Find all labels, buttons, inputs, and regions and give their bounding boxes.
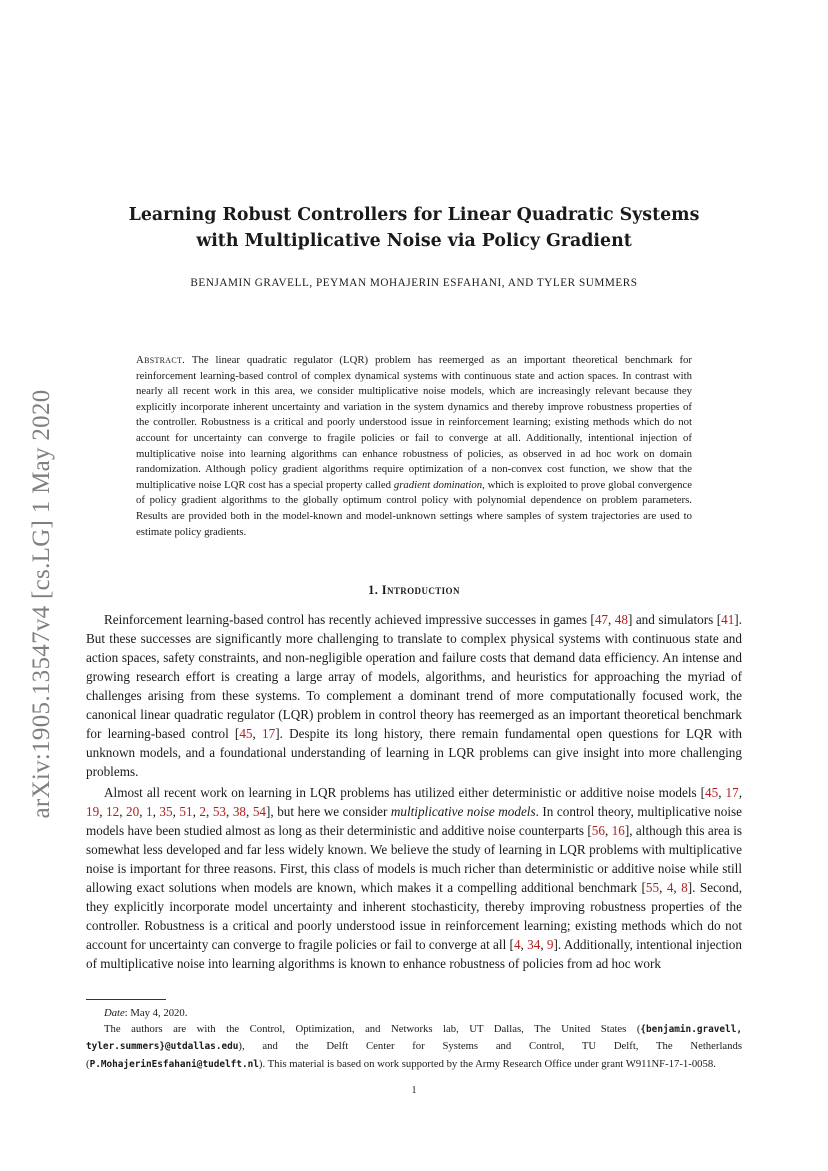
citation-link[interactable]: 35 [159,804,173,819]
citation-link[interactable]: 41 [721,612,735,627]
email-address[interactable]: P.MohajerinEsfahani@tudelft.nl [89,1058,259,1070]
paragraph-text: ]. Second, they explicitly incorporate model uncertainty and inherent stochasticity, thereby improving robustness properties of the controller. Robustness is a critical and poorly understood issue in reinforcement learning; existing methods which do not account for uncertainty can converge to fragile policies or fail to converge at all [ [86,880,743,952]
affiliation-text: ), and the Delft Center for Systems and Control, TU Delft, The Netherlands ( [86,1040,742,1070]
citation-link[interactable]: 47 [594,612,609,627]
email-address[interactable]: {benjamin.gravell, tyler.summers}@utdallas.edu [86,1024,742,1053]
citation-link[interactable]: 17 [725,785,739,800]
date-value: : May 4, 2020. [124,1007,188,1019]
paragraph-text: ]. Additionally, intentional injection of multiplicative noise into learning algorithms is known to enhance robustness of policies from ad hoc work [86,937,742,971]
date-label: Date [104,1007,125,1019]
citation-link[interactable]: 48 [614,612,628,627]
citation-link[interactable]: 16 [611,823,625,838]
abstract-text-1: The linear quadratic regulator (LQR) problem has reemerged as an important theoretical benchmark for reinforcement learning-based control of complex dynamical systems with continuous state and action spaces. In contrast with nearly all recent work in this area, we consider multiplicative noise models, which are increasingly relevant because they explicitly incorporate inherent uncertainty and variation in the system dynamics and thereby improve robustness properties of the controller. Robustness is a critical and poorly understood issue in reinforcement learning; existing methods which do not account for uncertainty can converge to fragile policies or fail to converge at all. Additionally, intentional injection of multiplicative noise into learning algorithms can enhance robustness of policies, as observed in ad hoc work on domain randomization. Although policy gradient algorithms require optimization of a non-convex cost function, we show that the multiplicative noise LQR cost has a special property called [136,354,692,491]
citation-link[interactable]: 45 [705,785,719,800]
abstract-label: Abstract. [136,354,186,366]
paragraph-text: Reinforcement learning-based control has recently achieved impressive successes in games [ [104,612,595,627]
section-heading [86,583,742,598]
citation-link[interactable]: 9 [546,937,554,952]
paragraph-text: ]. Despite its long history, there remain fundamental open questions for LQR with unknown models, and a foundational understanding of learning in LQR problems can give insight into more challenging problems. [86,726,743,779]
citation-link[interactable]: 8 [681,880,688,895]
paper-title [86,202,742,254]
affiliation-text: ). This material is based on work supported by the Army Research Office under grant W911NF-17-1-0058. [258,1057,716,1070]
affiliation-text: The authors are with the Control, Optimization, and Networks lab, UT Dallas, The United States ( [104,1023,641,1036]
arxiv-identifier-stamp [22,364,62,844]
abstract-text-2: , which is exploited to prove global convergence of policy gradient algorithms to the globally optimum control policy with polynomial dependence on problem parameters. Results are provided both in the model-known and model-unknown settings where samples of system trajectories are used to estimate policy gradients. [136,478,692,538]
citation-group-1: 45, 17, 19, 12, 20, 1, 35, 51, 2, 53, 38, 54 [86,785,743,819]
citation-link[interactable]: 4 [513,937,521,952]
body-text [86,610,742,973]
citation-link[interactable]: 45 [239,726,253,741]
section-title: Introduction [381,583,460,597]
page-number: 1 [411,1085,417,1096]
paragraph-text: ] and simulators [ [627,612,722,627]
title-line-2: with Multiplicative Noise via Policy Gradient [196,231,632,251]
citation-link[interactable]: 53 [212,804,226,819]
citation-link[interactable]: 54 [252,804,266,819]
paragraph-text: ]. But these successes are significantly more challenging to translate to complex physical systems with continuous state and action spaces, safety constraints, and non-negligible operation and failure costs that demand data efficiency. An intense and growing research effort is creating a large array of models, algorithms, and heuristics for approaching the myriad of challenges arising from these systems. To complement a dominant trend of more computationally focused work, the canonical linear quadratic regulator (LQR) problem in control theory has reemerged as an important theoretical benchmark for learning-based control [ [86,612,742,741]
footnote-date [86,1005,742,1021]
paragraph-text: Almost all recent work on learning in LQR problems has utilized either deterministic or additive noise models [ [104,785,706,800]
paragraph-text: . In control theory, multiplicative noise models have been studied almost as long as their deterministic and additive noise counterparts [ [86,804,743,838]
citation-link[interactable]: 19 [86,804,100,819]
paragraph-text: , [608,612,615,627]
footnote-divider [86,999,166,1000]
paragraph-text: , [252,726,263,741]
paragraph-1 [86,610,742,781]
citation-link[interactable]: 17 [262,726,276,741]
citation-link[interactable]: 55 [645,880,660,895]
citation-link[interactable]: 20 [126,804,140,819]
citation-link[interactable]: 1 [146,804,153,819]
emphasized-term: multiplicative noise models [390,804,536,819]
citation-link[interactable]: 2 [199,804,206,819]
citation-link[interactable]: 51 [179,804,193,819]
citation-link[interactable]: 4 [666,880,674,895]
paragraph-2 [86,783,742,973]
citation-link[interactable]: 12 [106,804,120,819]
citation-link[interactable]: 34 [527,937,541,952]
abstract-emphasis: gradient domination [393,478,483,491]
paragraph-text: , [604,823,612,838]
citation-group-3: 4, 34, 9 [513,937,554,952]
citation-link[interactable]: 38 [232,804,246,819]
abstract [136,353,692,540]
paragraph-text: ], although this area is somewhat less developed and far less widely known. We believe the study of learning in LQR problems with multiplicative noise is important for three reasons. First, this class of models is much richer than deterministic or additive noise while still allowing exact solutions when models are known, which makes it a compelling additional benchmark [ [86,823,743,895]
footnotes [86,1005,742,1073]
citation-link[interactable]: 56 [591,823,605,838]
author-list: BENJAMIN GRAVELL, PEYMAN MOHAJERIN ESFAHANI, AND TYLER SUMMERS [190,277,638,289]
paragraph-text: ], but here we consider [266,804,391,819]
footnote-affiliation [86,1021,742,1073]
arxiv-id-text: arXiv:1905.13547v4 [cs.LG] 1 May 2020 [28,389,55,819]
section-number: 1. [368,583,382,597]
citation-group-2: 55, 4, 8 [645,880,688,895]
title-line-1: Learning Robust Controllers for Linear Quadratic Systems [128,205,700,225]
